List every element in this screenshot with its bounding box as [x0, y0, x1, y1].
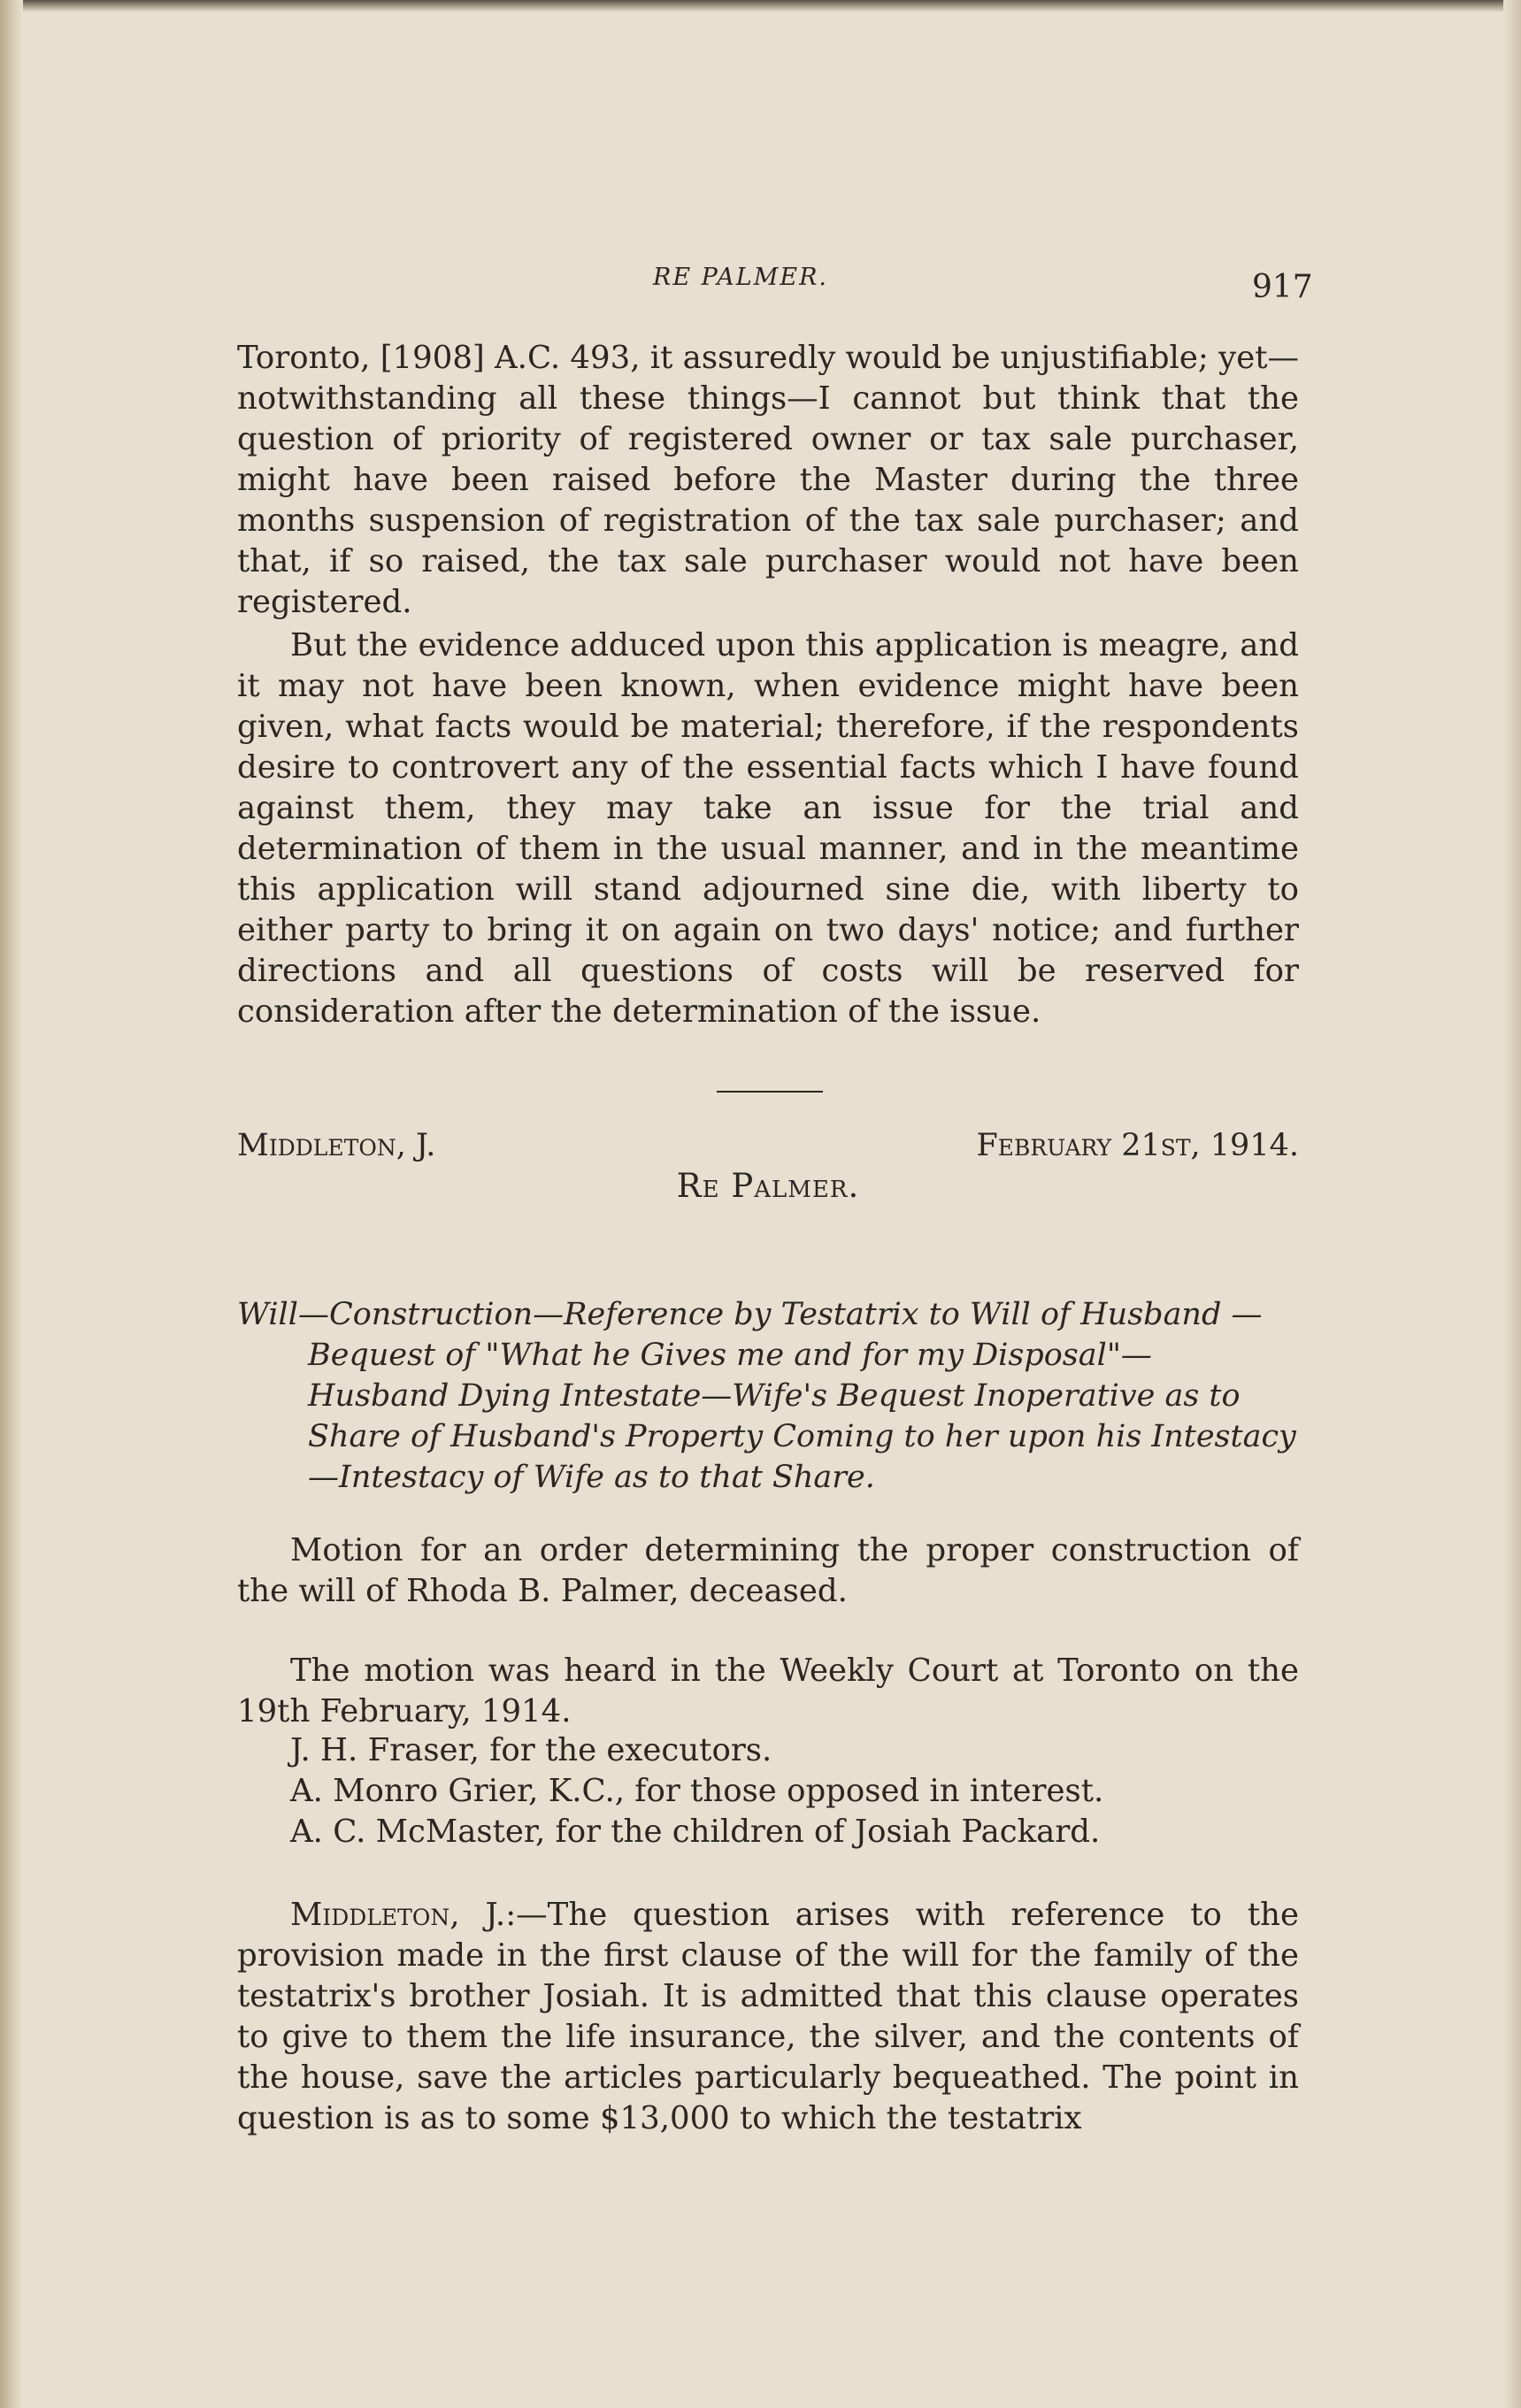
page-number: 917 [1252, 269, 1313, 305]
judge-name: Middleton, J. [237, 1128, 436, 1163]
paragraph-text: Toronto, [1908] A.C. 493, it assuredly would be unjustifiable; yet—notwithstanding all these things—I cannot but think that the question of priority of registered owner or tax sale purchaser, might have been raised before the Master during the three months suspension of registration of the tax sale purchaser; and that, if so raised, the tax sale purchaser would not have been registered. [237, 340, 1299, 620]
paragraph-text: Motion for an order determining the proper construction of the will of Rhoda B. Palmer, deceased. [237, 1532, 1299, 1609]
counsel-line: J. H. Fraser, for the executors. [290, 1732, 772, 1768]
judgment-text [237, 1895, 1299, 2139]
section-divider [717, 1091, 823, 1093]
paragraph-continued [237, 338, 1299, 623]
page-top-edge [0, 0, 1521, 12]
judgment-paragraph [237, 1895, 1299, 2139]
page-left-edge [0, 0, 23, 2408]
running-head: RE PALMER. [653, 264, 829, 291]
paragraph [237, 625, 1299, 1032]
counsel-line: A. Monro Grier, K.C., for those opposed in interest. [290, 1773, 1104, 1809]
motion-paragraph [237, 1530, 1299, 1612]
paragraph-text: The motion was heard in the Weekly Court at Toronto on the 19th February, 1914. [237, 1653, 1299, 1729]
paragraph-text: But the evidence adduced upon this application is meagre, and it may not have been known, when evidence might have been given, what facts would be material; therefore, if the respondents desire to controvert any of the essential facts which I have found against them, they may take an issue for the trial and determination of them in the usual manner, and in the meantime this application will stand adjourned sine die, with liberty to either party to bring it on again on two days' notice; and further directions and all questions of costs will be reserved for consideration after the determination of the issue. [237, 627, 1299, 1030]
decision-date: February 21st, 1914. [976, 1128, 1299, 1163]
case-title: Re Palmer. [676, 1167, 860, 1205]
judgment-body: —The question arises with reference to the provision made in the first clause of the will for the family of the testatrix's brother Josiah. It is admitted that this clause operates to give to them the life insurance, the silver, and the contents of the house, save the articles particularly bequeathed. The point in question is as to some $13,000 to which the testatrix [237, 1897, 1300, 2136]
page-right-edge [1503, 0, 1521, 2408]
heard-paragraph [237, 1651, 1299, 1732]
counsel-line: A. C. McMaster, for the children of Josiah Packard. [290, 1814, 1101, 1850]
case-header-line [237, 1128, 1299, 1163]
headnote: Will—Construction—Reference by Testatrix to Will of Husband —Bequest of "What he Gives me and for my Disposal"— Husband Dying Intestate—Wife's Bequest Inoperative as to Share of Husband's Property Coming to her upon his Intestacy—Intestacy of Wife as to that Share. [237, 1297, 1296, 1495]
judgment-judge: Middleton, J.: [290, 1897, 517, 1933]
